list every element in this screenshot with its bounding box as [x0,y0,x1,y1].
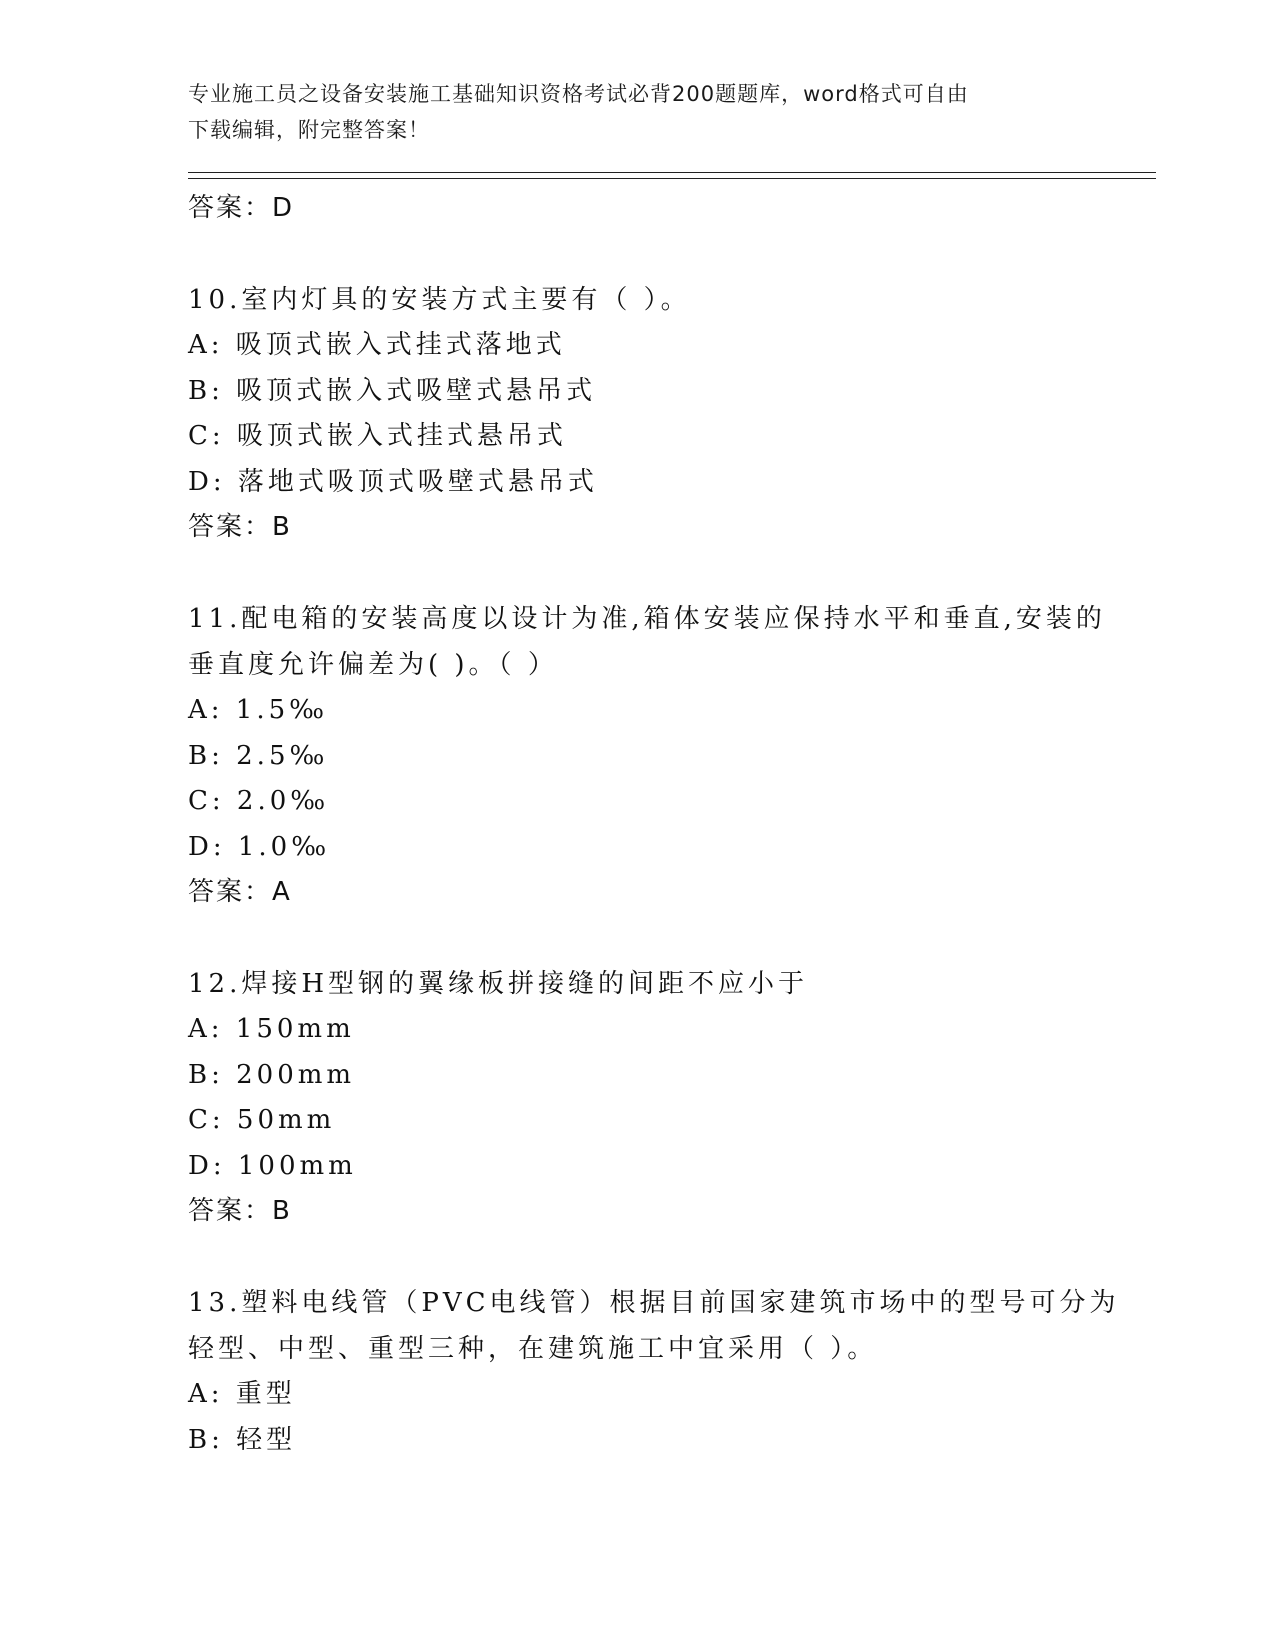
option-a: A: 1.5‰ [188,695,329,725]
spacer [188,550,1148,596]
option-a: A: 吸顶式嵌入式挂式落地式 [188,330,566,360]
answer: 答案：B [188,1196,292,1226]
question-title: 10.室内灯具的安装方式主要有（ ）。 [188,285,691,315]
question-13 [188,1280,1148,1463]
question-title: 11.配电箱的安装高度以设计为准,箱体安装应保持水平和垂直,安装的 [188,604,1106,634]
option-d: D: 落地式吸顶式吸壁式悬吊式 [188,466,598,497]
option-b: B: 2.5‰ [188,740,329,771]
spacer [188,915,1148,961]
header-divider-bottom [188,178,1156,179]
question-title: 13.塑料电线管（PVC电线管）根据目前国家建筑市场中的型号可分为 [188,1288,1120,1318]
answer-prev: 答案：D [188,193,295,223]
question-content [188,186,1148,1463]
question-title-cont: 垂直度允许偏差为( )。（ ） [188,650,558,680]
spacer [188,231,1148,277]
spacer [188,1234,1148,1280]
header-line-2: 下载编辑，附完整答案！ [188,118,430,142]
option-a: A: 150mm [188,1014,355,1044]
option-b: B: 200mm [188,1059,356,1090]
option-b: B: 吸顶式嵌入式吸壁式悬吊式 [188,375,597,406]
option-b: B: 轻型 [188,1424,297,1455]
header-line-1: 专业施工员之设备安装施工基础知识资格考试必背200题题库，word格式可自由 [188,82,969,106]
question-12 [188,961,1148,1234]
header-divider-top [188,172,1156,173]
option-d: D: 100mm [188,1150,357,1181]
option-c: C: 2.0‰ [188,786,330,816]
question-11 [188,596,1148,915]
answer: 答案：B [188,512,292,542]
option-c: C: 50mm [188,1105,336,1135]
option-a: A: 重型 [188,1379,296,1409]
question-10 [188,277,1148,550]
option-d: D: 1.0‰ [188,831,331,862]
document-header [188,76,1078,148]
question-title-cont: 轻型、中型、重型三种，在建筑施工中宜采用（ ）。 [188,1334,878,1364]
option-c: C: 吸顶式嵌入式挂式悬吊式 [188,421,567,451]
question-title: 12.焊接H型钢的翼缘板拼接缝的间距不应小于 [188,969,809,999]
answer: 答案：A [188,877,292,907]
